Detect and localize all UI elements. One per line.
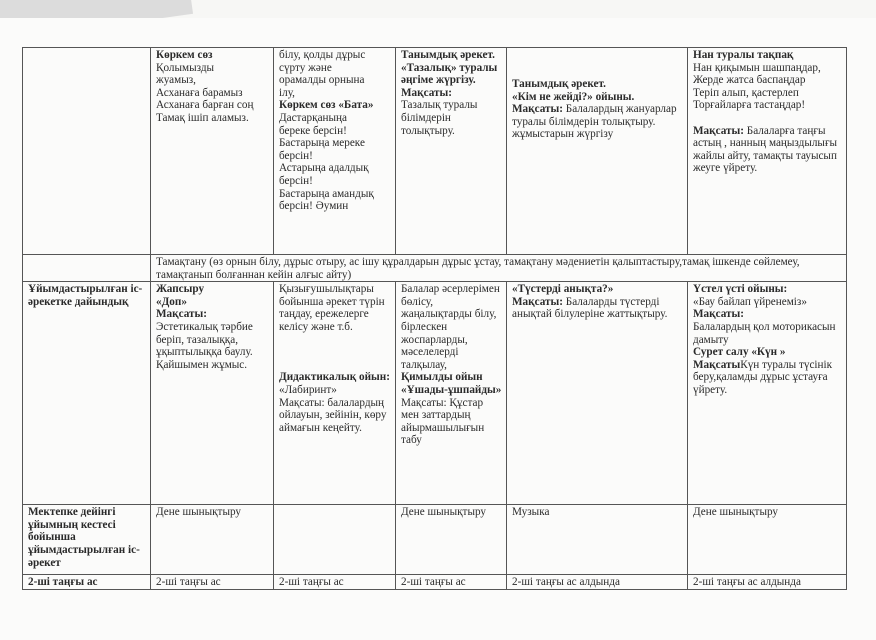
poem-line: Астарыңа адалдық	[279, 162, 369, 175]
meal-row-text: Тамақтану (өз орнын білу, дұрыс отыру, ас ішу құралдарын дұрыс ұстау, тамақтану мәдениетін қалыптастыру,тамақ ішкенде сөйлемеу, тамақтанып болғаннан кейін алғыс айту)	[151, 255, 847, 282]
cell-table-game	[688, 282, 847, 505]
row-label-text: Ұйымдастырылған іс-әрекетке дайындық	[28, 283, 143, 308]
poem-line: Жерде жатса баспаңдар	[693, 74, 806, 87]
cell-cleanliness-talk	[396, 48, 507, 255]
goal-label: Мақсаты:	[512, 295, 563, 308]
goal-text: Балалардың жануарлар туралы білімдерін толықтыру. жұмыстарын жүргізу	[512, 103, 677, 141]
poem-line: Қолымызды	[156, 61, 215, 74]
poem-line: жуамыз,	[156, 74, 196, 87]
text-line: ілу,	[279, 86, 295, 99]
text-line: сүрту және	[279, 61, 332, 74]
cell-artistic-word	[151, 48, 274, 255]
poem-line: Дастарқаныңа	[279, 111, 348, 124]
text-line: білу, қолды дұрыс	[279, 49, 366, 61]
cell-title: Нан туралы тақпақ	[693, 49, 794, 61]
cell-title: Жапсыру	[156, 283, 205, 296]
table-row	[23, 282, 847, 505]
row-label	[23, 575, 151, 590]
goal-text: Балаларды түстерді анықтай білулеріне жаттықтыру.	[512, 295, 668, 321]
cell-flies-game	[396, 282, 507, 505]
table-row	[23, 48, 847, 255]
schedule-cell: Музыка	[507, 505, 688, 575]
poem-line: береке берсін!	[279, 124, 347, 137]
poem-line: Тамақ ішіп аламыз.	[156, 111, 249, 124]
meal-cell: 2-ші таңғы ас	[151, 575, 274, 590]
schedule-cell	[274, 505, 396, 575]
goal-label-2: Мақсаты	[693, 358, 741, 371]
cell-bread-rhyme	[688, 48, 847, 255]
cell-title: Дидактикалық ойын:	[279, 371, 390, 384]
table-row	[23, 255, 847, 282]
goal-label: Мақсаты:	[401, 86, 452, 99]
goal-label: Мақсаты:	[693, 308, 744, 321]
poem-line: Асханаға барған соң	[156, 99, 254, 112]
schedule-cell: Дене шынықтыру	[151, 505, 274, 575]
poem-line: берсін!	[279, 149, 313, 162]
goal-label: Мақсаты:	[156, 308, 207, 321]
meal-cell: 2-ші таңғы ас	[396, 575, 507, 590]
poem-line: Нан қиқымын шашпаңдар,	[693, 61, 821, 74]
goal-text-2: Күн туралы түсінік беру,қаламды дұрыс ұстауға үйрету.	[693, 358, 833, 396]
cell-labyrinth	[274, 282, 396, 505]
poem-line: берсін!	[279, 174, 313, 187]
row-label-text: 2-ші таңғы ас	[28, 576, 98, 589]
daily-plan-table	[22, 47, 847, 590]
schedule-cell: Дене шынықтыру	[396, 505, 507, 575]
cell-title: Танымдық әрекет. «Тазалық» туралы әңгіме жүргізу.	[401, 49, 498, 87]
cell-bata	[274, 48, 396, 255]
poem-line: Торғайларға тастаңдар!	[693, 99, 806, 112]
cell-title: Көркем сөз	[156, 49, 213, 61]
row-label	[23, 505, 151, 575]
poem-line: Бастарыңа мереке	[279, 137, 365, 150]
goal-text: Мақсаты: балалардың ойлауын, зейінін, көру аймағын кеңейту.	[279, 396, 387, 434]
poem-line: Асханаға барамыз	[156, 86, 243, 99]
goal-text: Балалардың қол моторикасын дамыту	[693, 320, 836, 346]
game-title: «Кім не жейді?» ойыны.	[512, 90, 635, 103]
cell-title: Үстел үсті ойыны:	[693, 283, 788, 296]
goal-text: Мақсаты: Құстар мен заттардың айырмашылығын табу	[401, 396, 485, 447]
goal-text: Тазалық туралы білімдерін толықтыру.	[401, 99, 478, 137]
cell-title: «Түстерді анықта?»	[512, 283, 614, 296]
table-row	[23, 505, 847, 575]
cell-title: Танымдық әрекет.	[512, 78, 606, 90]
cell-subtitle: «Доп»	[156, 295, 187, 308]
schedule-cell: Дене шынықтыру	[688, 505, 847, 575]
meal-cell: 2-ші таңғы ас алдында	[688, 575, 847, 590]
goal-text: Эстетикалық тәрбие беріп, тазалыққа, ұқыптылыққа баулу. Қайшымен жұмыс.	[156, 320, 253, 371]
game-title: «Лабиринт»	[279, 383, 337, 396]
row-label	[23, 282, 151, 505]
row-label-text: Мектепке дейінгі ұйымның кестесі бойынша ұйымдастырылған іс-әрекет	[28, 506, 140, 569]
goal-label: Мақсаты:	[512, 103, 563, 116]
poem-line: берсін! Әумин	[279, 200, 349, 213]
cell-title: Қимылды ойын «Ұшады-ұшпайды»	[401, 371, 502, 396]
meal-cell: 2-ші таңғы ас алдында	[507, 575, 688, 590]
text: Қызығушылықтары бойынша әрекет түрін таңдау, ережелерге келісу және т.б.	[279, 283, 385, 333]
cell-applique	[151, 282, 274, 505]
game-title: «Бау байлап үйренеміз»	[693, 295, 807, 308]
row-label-empty	[23, 48, 151, 255]
table-row	[23, 575, 847, 590]
cell-who-eats-what	[507, 48, 688, 255]
goal-text: Балаларға таңғы астың , нанның маңыздылығы жайлы айту, тамақты тауысып жеуге үйрету.	[693, 124, 838, 175]
cell-title-2: Сурет салу «Күн »	[693, 346, 786, 359]
text-line: орамалды орнына	[279, 74, 365, 87]
row-label-empty	[23, 255, 151, 282]
goal-label: Мақсаты:	[693, 124, 744, 137]
cell-title: Көркем сөз «Бата»	[279, 99, 374, 112]
poem-line: Бастарыңа амандық	[279, 187, 374, 200]
meal-cell: 2-ші таңғы ас	[274, 575, 396, 590]
poem-line: Теріп алып, қастерлеп	[693, 86, 799, 99]
text: Балалар әсерлерімен бөлісу, жаңалықтарды білу, бірлескен жоспарларды, мәселелерді талқылау,	[401, 283, 500, 371]
cell-colors-game	[507, 282, 688, 505]
